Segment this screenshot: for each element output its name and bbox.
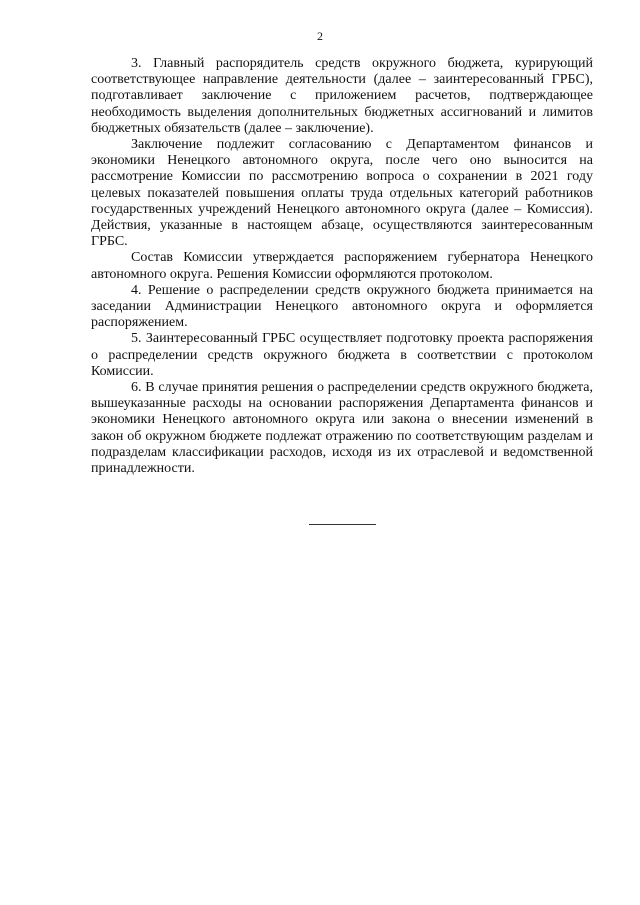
paragraph-3-grbs-conclusion: 3. Главный распорядитель средств окружного бюджета, курирующий соответствующее направление деятельности (далее – заинтересованный ГРБС), подготавливает заключение с приложением расчетов, подтверждающее необходимость выделения дополнительных бюджетных ассигнований и лимитов бюджетных обязательств (далее – заключение). [91, 56, 593, 136]
document-body [91, 56, 593, 477]
paragraph-4-distribution-decision: 4. Решение о распределении средств окружного бюджета принимается на заседании Администрации Ненецкого автономного округа и оформляется распоряжением. [91, 282, 593, 331]
end-divider-line [309, 524, 376, 525]
page-number: 2 [317, 29, 323, 43]
paragraph-6-expense-reflection: 6. В случае принятия решения о распределении средств окружного бюджета, вышеуказанные расходы на основании распоряжения Департамента финансов и экономики Ненецкого автономного округа или закона о внесении изменений в закон об окружном бюджете подлежат отражению по соответствующим разделам и подразделам классификации расходов, исходя из их отраслевой и ведомственной принадлежности. [91, 380, 593, 477]
paragraph-conclusion-approval: Заключение подлежит согласованию с Департаментом финансов и экономики Ненецкого автономного округа, после чего оно выносится на рассмотрение Комиссии по рассмотрению вопроса о сохранении в 2021 году целевых показателей повышения оплаты труда отдельных категорий работников государственных учреждений Ненецкого автономного округа (далее – Комиссия). Действия, указанные в настоящем абзаце, осуществляются заинтересованным ГРБС. [91, 137, 593, 250]
paragraph-5-draft-order: 5. Заинтересованный ГРБС осуществляет подготовку проекта распоряжения о распределении средств окружного бюджета в соответствии с протоколом Комиссии. [91, 331, 593, 379]
paragraph-commission-composition: Состав Комиссии утверждается распоряжением губернатора Ненецкого автономного округа. Решения Комиссии оформляются протоколом. [91, 250, 593, 282]
